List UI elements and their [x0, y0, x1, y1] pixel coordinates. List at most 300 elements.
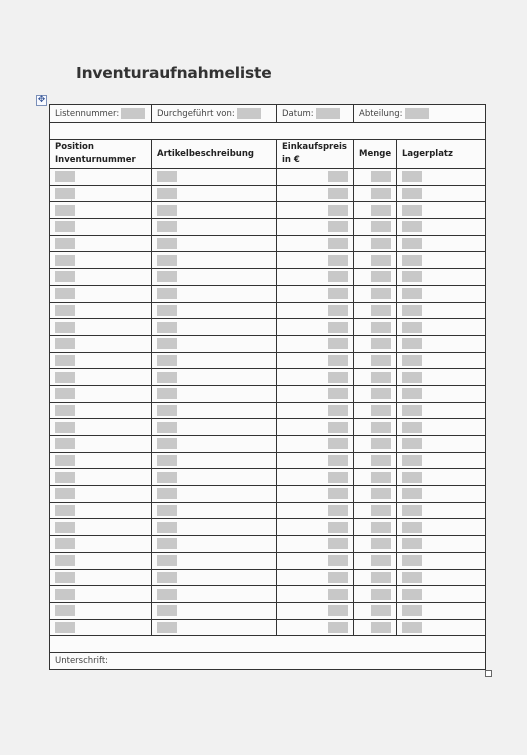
cell-position	[50, 235, 152, 252]
cell-einkaufspreis	[277, 619, 354, 636]
cell-artikel	[152, 586, 277, 603]
einkaufspreis-input-field[interactable]	[328, 188, 348, 199]
cell-menge	[354, 519, 397, 536]
menge-input-field[interactable]	[371, 188, 391, 199]
menge-input-field[interactable]	[371, 171, 391, 182]
col-header-position-line1: Position	[55, 142, 94, 152]
menge-input-field[interactable]	[371, 472, 391, 483]
einkaufspreis-input-field[interactable]	[328, 522, 348, 533]
cell-position	[50, 536, 152, 553]
lagerplatz-input-field[interactable]	[402, 221, 422, 232]
cell-menge	[354, 452, 397, 469]
cell-einkaufspreis	[277, 536, 354, 553]
position-input-field[interactable]	[55, 338, 75, 349]
artikel-input-field[interactable]	[157, 555, 177, 566]
position-input-field[interactable]	[55, 472, 75, 483]
cell-position	[50, 552, 152, 569]
artikel-input-field[interactable]	[157, 238, 177, 249]
cell-artikel	[152, 252, 277, 269]
lagerplatz-input-field[interactable]	[402, 388, 422, 399]
listennummer-field[interactable]	[121, 108, 145, 119]
table-row	[50, 169, 486, 186]
menge-input-field[interactable]	[371, 522, 391, 533]
table-row	[50, 602, 486, 619]
table-row	[50, 419, 486, 436]
durchgefuehrt-field[interactable]	[237, 108, 261, 119]
cell-position	[50, 502, 152, 519]
cell-position	[50, 436, 152, 453]
einkaufspreis-input-field[interactable]	[328, 589, 348, 600]
cell-position	[50, 385, 152, 402]
menge-input-field[interactable]	[371, 338, 391, 349]
listennummer-cell	[50, 105, 152, 123]
position-input-field[interactable]	[55, 538, 75, 549]
col-header-einkauf-line1: Einkaufspreis	[282, 142, 347, 152]
einkaufspreis-input-field[interactable]	[328, 355, 348, 366]
table-row	[50, 619, 486, 636]
cell-artikel	[152, 402, 277, 419]
artikel-input-field[interactable]	[157, 472, 177, 483]
lagerplatz-input-field[interactable]	[402, 322, 422, 333]
menge-input-field[interactable]	[371, 605, 391, 616]
artikel-input-field[interactable]	[157, 255, 177, 266]
col-header-position-line2: Inventurnummer	[55, 155, 136, 165]
menge-input-field[interactable]	[371, 305, 391, 316]
lagerplatz-input-field[interactable]	[402, 622, 422, 633]
artikel-input-field[interactable]	[157, 171, 177, 182]
cell-artikel	[152, 335, 277, 352]
einkaufspreis-input-field[interactable]	[328, 288, 348, 299]
durchgefuehrt-label: Durchgeführt von:	[157, 109, 235, 119]
position-input-field[interactable]	[55, 372, 75, 383]
cell-einkaufspreis	[277, 486, 354, 503]
cell-artikel	[152, 202, 277, 219]
lagerplatz-input-field[interactable]	[402, 555, 422, 566]
cell-einkaufspreis	[277, 402, 354, 419]
artikel-input-field[interactable]	[157, 438, 177, 449]
artikel-input-field[interactable]	[157, 422, 177, 433]
position-input-field[interactable]	[55, 288, 75, 299]
lagerplatz-input-field[interactable]	[402, 355, 422, 366]
cell-menge	[354, 219, 397, 236]
menge-input-field[interactable]	[371, 622, 391, 633]
einkaufspreis-input-field[interactable]	[328, 488, 348, 499]
cell-lagerplatz	[397, 519, 486, 536]
einkaufspreis-input-field[interactable]	[328, 271, 348, 282]
menge-input-field[interactable]	[371, 288, 391, 299]
artikel-input-field[interactable]	[157, 322, 177, 333]
cell-artikel	[152, 285, 277, 302]
cell-position	[50, 202, 152, 219]
signature-row	[50, 653, 486, 670]
cell-menge	[354, 302, 397, 319]
einkaufspreis-input-field[interactable]	[328, 538, 348, 549]
cell-menge	[354, 202, 397, 219]
datum-field[interactable]	[316, 108, 340, 119]
position-input-field[interactable]	[55, 488, 75, 499]
einkaufspreis-input-field[interactable]	[328, 472, 348, 483]
position-input-field[interactable]	[55, 522, 75, 533]
position-input-field[interactable]	[55, 622, 75, 633]
table-row	[50, 452, 486, 469]
cell-einkaufspreis	[277, 502, 354, 519]
menge-input-field[interactable]	[371, 488, 391, 499]
cell-position	[50, 269, 152, 286]
lagerplatz-input-field[interactable]	[402, 522, 422, 533]
cell-lagerplatz	[397, 402, 486, 419]
position-input-field[interactable]	[55, 355, 75, 366]
cell-lagerplatz	[397, 486, 486, 503]
cell-artikel	[152, 302, 277, 319]
cell-einkaufspreis	[277, 219, 354, 236]
cell-menge	[354, 269, 397, 286]
table-row	[50, 185, 486, 202]
artikel-input-field[interactable]	[157, 605, 177, 616]
cell-lagerplatz	[397, 569, 486, 586]
lagerplatz-input-field[interactable]	[402, 488, 422, 499]
cell-lagerplatz	[397, 185, 486, 202]
einkaufspreis-input-field[interactable]	[328, 322, 348, 333]
lagerplatz-input-field[interactable]	[402, 188, 422, 199]
einkaufspreis-input-field[interactable]	[328, 455, 348, 466]
menge-input-field[interactable]	[371, 505, 391, 516]
artikel-input-field[interactable]	[157, 355, 177, 366]
cell-einkaufspreis	[277, 469, 354, 486]
lagerplatz-input-field[interactable]	[402, 288, 422, 299]
cell-einkaufspreis	[277, 202, 354, 219]
artikel-input-field[interactable]	[157, 188, 177, 199]
position-input-field[interactable]	[55, 589, 75, 600]
menge-input-field[interactable]	[371, 388, 391, 399]
cell-menge	[354, 252, 397, 269]
position-input-field[interactable]	[55, 305, 75, 316]
menge-input-field[interactable]	[371, 538, 391, 549]
header-row	[50, 140, 486, 169]
artikel-input-field[interactable]	[157, 455, 177, 466]
einkaufspreis-input-field[interactable]	[328, 205, 348, 216]
cell-artikel	[152, 352, 277, 369]
einkaufspreis-input-field[interactable]	[328, 555, 348, 566]
lagerplatz-input-field[interactable]	[402, 255, 422, 266]
artikel-input-field[interactable]	[157, 221, 177, 232]
artikel-input-field[interactable]	[157, 622, 177, 633]
cell-menge	[354, 536, 397, 553]
position-input-field[interactable]	[55, 322, 75, 333]
einkaufspreis-input-field[interactable]	[328, 221, 348, 232]
signature-label[interactable]: Unterschrift:	[50, 653, 486, 670]
col-header-lagerplatz: Lagerplatz	[397, 140, 486, 169]
cell-position	[50, 419, 152, 436]
lagerplatz-input-field[interactable]	[402, 238, 422, 249]
cell-einkaufspreis	[277, 436, 354, 453]
menge-input-field[interactable]	[371, 355, 391, 366]
table-move-handle-icon[interactable]: ✥	[37, 95, 46, 105]
cell-lagerplatz	[397, 452, 486, 469]
cell-artikel	[152, 602, 277, 619]
cell-menge	[354, 552, 397, 569]
cell-artikel	[152, 369, 277, 386]
menge-input-field[interactable]	[371, 405, 391, 416]
position-input-field[interactable]	[55, 238, 75, 249]
abteilung-cell	[354, 105, 486, 123]
cell-einkaufspreis	[277, 602, 354, 619]
menge-input-field[interactable]	[371, 205, 391, 216]
cell-menge	[354, 185, 397, 202]
artikel-input-field[interactable]	[157, 572, 177, 583]
artikel-input-field[interactable]	[157, 205, 177, 216]
artikel-input-field[interactable]	[157, 405, 177, 416]
cell-position	[50, 602, 152, 619]
lagerplatz-input-field[interactable]	[402, 271, 422, 282]
cell-menge	[354, 402, 397, 419]
cell-einkaufspreis	[277, 302, 354, 319]
position-input-field[interactable]	[55, 171, 75, 182]
cell-lagerplatz	[397, 235, 486, 252]
cell-einkaufspreis	[277, 319, 354, 336]
einkaufspreis-input-field[interactable]	[328, 422, 348, 433]
cell-lagerplatz	[397, 586, 486, 603]
cell-einkaufspreis	[277, 235, 354, 252]
table-row	[50, 319, 486, 336]
artikel-input-field[interactable]	[157, 372, 177, 383]
menge-input-field[interactable]	[371, 372, 391, 383]
abteilung-label: Abteilung:	[359, 109, 403, 119]
table-row	[50, 502, 486, 519]
menge-input-field[interactable]	[371, 572, 391, 583]
einkaufspreis-input-field[interactable]	[328, 305, 348, 316]
cell-einkaufspreis	[277, 335, 354, 352]
lagerplatz-input-field[interactable]	[402, 438, 422, 449]
cell-position	[50, 619, 152, 636]
abteilung-field[interactable]	[405, 108, 429, 119]
menge-input-field[interactable]	[371, 238, 391, 249]
cell-menge	[354, 502, 397, 519]
cell-artikel	[152, 385, 277, 402]
col-header-artikel: Artikelbeschreibung	[152, 140, 277, 169]
cell-position	[50, 185, 152, 202]
table-row	[50, 519, 486, 536]
cell-lagerplatz	[397, 385, 486, 402]
cell-artikel	[152, 519, 277, 536]
position-input-field[interactable]	[55, 405, 75, 416]
einkaufspreis-input-field[interactable]	[328, 171, 348, 182]
einkaufspreis-input-field[interactable]	[328, 338, 348, 349]
cell-artikel	[152, 419, 277, 436]
menge-input-field[interactable]	[371, 589, 391, 600]
cell-einkaufspreis	[277, 252, 354, 269]
cell-artikel	[152, 319, 277, 336]
artikel-input-field[interactable]	[157, 388, 177, 399]
cell-menge	[354, 486, 397, 503]
table-row	[50, 269, 486, 286]
durchgefuehrt-cell	[152, 105, 277, 123]
position-input-field[interactable]	[55, 188, 75, 199]
cell-lagerplatz	[397, 169, 486, 186]
position-input-field[interactable]	[55, 455, 75, 466]
cell-lagerplatz	[397, 436, 486, 453]
table-row	[50, 586, 486, 603]
table-row	[50, 469, 486, 486]
cell-lagerplatz	[397, 352, 486, 369]
table-row	[50, 486, 486, 503]
cell-artikel	[152, 169, 277, 186]
einkaufspreis-input-field[interactable]	[328, 622, 348, 633]
lagerplatz-input-field[interactable]	[402, 538, 422, 549]
artikel-input-field[interactable]	[157, 505, 177, 516]
menge-input-field[interactable]	[371, 271, 391, 282]
cell-position	[50, 169, 152, 186]
artikel-input-field[interactable]	[157, 538, 177, 549]
cell-lagerplatz	[397, 269, 486, 286]
cell-position	[50, 219, 152, 236]
artikel-input-field[interactable]	[157, 305, 177, 316]
cell-einkaufspreis	[277, 552, 354, 569]
meta-row	[50, 105, 486, 123]
einkaufspreis-input-field[interactable]	[328, 405, 348, 416]
menge-input-field[interactable]	[371, 438, 391, 449]
lagerplatz-input-field[interactable]	[402, 372, 422, 383]
cell-lagerplatz	[397, 302, 486, 319]
cell-menge	[354, 436, 397, 453]
lagerplatz-input-field[interactable]	[402, 305, 422, 316]
col-header-einkaufspreis	[277, 140, 354, 169]
cell-position	[50, 352, 152, 369]
artikel-input-field[interactable]	[157, 488, 177, 499]
cell-artikel	[152, 269, 277, 286]
lagerplatz-input-field[interactable]	[402, 505, 422, 516]
cell-lagerplatz	[397, 619, 486, 636]
position-input-field[interactable]	[55, 572, 75, 583]
lagerplatz-input-field[interactable]	[402, 472, 422, 483]
lagerplatz-input-field[interactable]	[402, 455, 422, 466]
lagerplatz-input-field[interactable]	[402, 572, 422, 583]
inventory-table	[49, 104, 486, 670]
cell-position	[50, 452, 152, 469]
einkaufspreis-input-field[interactable]	[328, 438, 348, 449]
position-input-field[interactable]	[55, 438, 75, 449]
artikel-input-field[interactable]	[157, 589, 177, 600]
cell-einkaufspreis	[277, 269, 354, 286]
cell-position	[50, 519, 152, 536]
cell-menge	[354, 385, 397, 402]
menge-input-field[interactable]	[371, 221, 391, 232]
cell-menge	[354, 619, 397, 636]
cell-lagerplatz	[397, 536, 486, 553]
position-input-field[interactable]	[55, 271, 75, 282]
cell-artikel	[152, 486, 277, 503]
table-row	[50, 369, 486, 386]
cell-menge	[354, 169, 397, 186]
cell-menge	[354, 319, 397, 336]
table-row	[50, 352, 486, 369]
artikel-input-field[interactable]	[157, 271, 177, 282]
position-input-field[interactable]	[55, 221, 75, 232]
cell-menge	[354, 352, 397, 369]
einkaufspreis-input-field[interactable]	[328, 605, 348, 616]
cell-lagerplatz	[397, 369, 486, 386]
einkaufspreis-input-field[interactable]	[328, 572, 348, 583]
einkaufspreis-input-field[interactable]	[328, 388, 348, 399]
lagerplatz-input-field[interactable]	[402, 338, 422, 349]
cell-position	[50, 335, 152, 352]
table-row	[50, 202, 486, 219]
cell-artikel	[152, 552, 277, 569]
position-input-field[interactable]	[55, 205, 75, 216]
position-input-field[interactable]	[55, 505, 75, 516]
artikel-input-field[interactable]	[157, 522, 177, 533]
menge-input-field[interactable]	[371, 455, 391, 466]
spacer-row	[50, 636, 486, 653]
cell-lagerplatz	[397, 202, 486, 219]
cell-einkaufspreis	[277, 285, 354, 302]
lagerplatz-input-field[interactable]	[402, 422, 422, 433]
lagerplatz-input-field[interactable]	[402, 405, 422, 416]
position-input-field[interactable]	[55, 388, 75, 399]
table-row	[50, 536, 486, 553]
col-header-position	[50, 140, 152, 169]
position-input-field[interactable]	[55, 422, 75, 433]
col-header-menge: Menge	[354, 140, 397, 169]
position-input-field[interactable]	[55, 255, 75, 266]
lagerplatz-input-field[interactable]	[402, 171, 422, 182]
position-input-field[interactable]	[55, 605, 75, 616]
table-row	[50, 219, 486, 236]
cell-artikel	[152, 469, 277, 486]
lagerplatz-input-field[interactable]	[402, 589, 422, 600]
artikel-input-field[interactable]	[157, 288, 177, 299]
table-row	[50, 402, 486, 419]
cell-lagerplatz	[397, 552, 486, 569]
table-row	[50, 302, 486, 319]
cell-artikel	[152, 235, 277, 252]
cell-einkaufspreis	[277, 419, 354, 436]
cell-lagerplatz	[397, 419, 486, 436]
cell-artikel	[152, 619, 277, 636]
cell-einkaufspreis	[277, 569, 354, 586]
menge-input-field[interactable]	[371, 422, 391, 433]
cell-artikel	[152, 219, 277, 236]
cell-artikel	[152, 536, 277, 553]
cell-einkaufspreis	[277, 369, 354, 386]
cell-artikel	[152, 436, 277, 453]
cell-lagerplatz	[397, 469, 486, 486]
cell-position	[50, 369, 152, 386]
cell-menge	[354, 235, 397, 252]
einkaufspreis-input-field[interactable]	[328, 505, 348, 516]
lagerplatz-input-field[interactable]	[402, 605, 422, 616]
table-row	[50, 235, 486, 252]
cell-artikel	[152, 569, 277, 586]
artikel-input-field[interactable]	[157, 338, 177, 349]
cell-menge	[354, 285, 397, 302]
position-input-field[interactable]	[55, 555, 75, 566]
cell-einkaufspreis	[277, 385, 354, 402]
menge-input-field[interactable]	[371, 255, 391, 266]
einkaufspreis-input-field[interactable]	[328, 238, 348, 249]
einkaufspreis-input-field[interactable]	[328, 372, 348, 383]
einkaufspreis-input-field[interactable]	[328, 255, 348, 266]
lagerplatz-input-field[interactable]	[402, 205, 422, 216]
menge-input-field[interactable]	[371, 322, 391, 333]
table-resize-handle[interactable]	[485, 670, 492, 677]
cell-menge	[354, 586, 397, 603]
cell-position	[50, 319, 152, 336]
cell-menge	[354, 469, 397, 486]
cell-artikel	[152, 452, 277, 469]
menge-input-field[interactable]	[371, 555, 391, 566]
cell-position	[50, 285, 152, 302]
table-row	[50, 385, 486, 402]
